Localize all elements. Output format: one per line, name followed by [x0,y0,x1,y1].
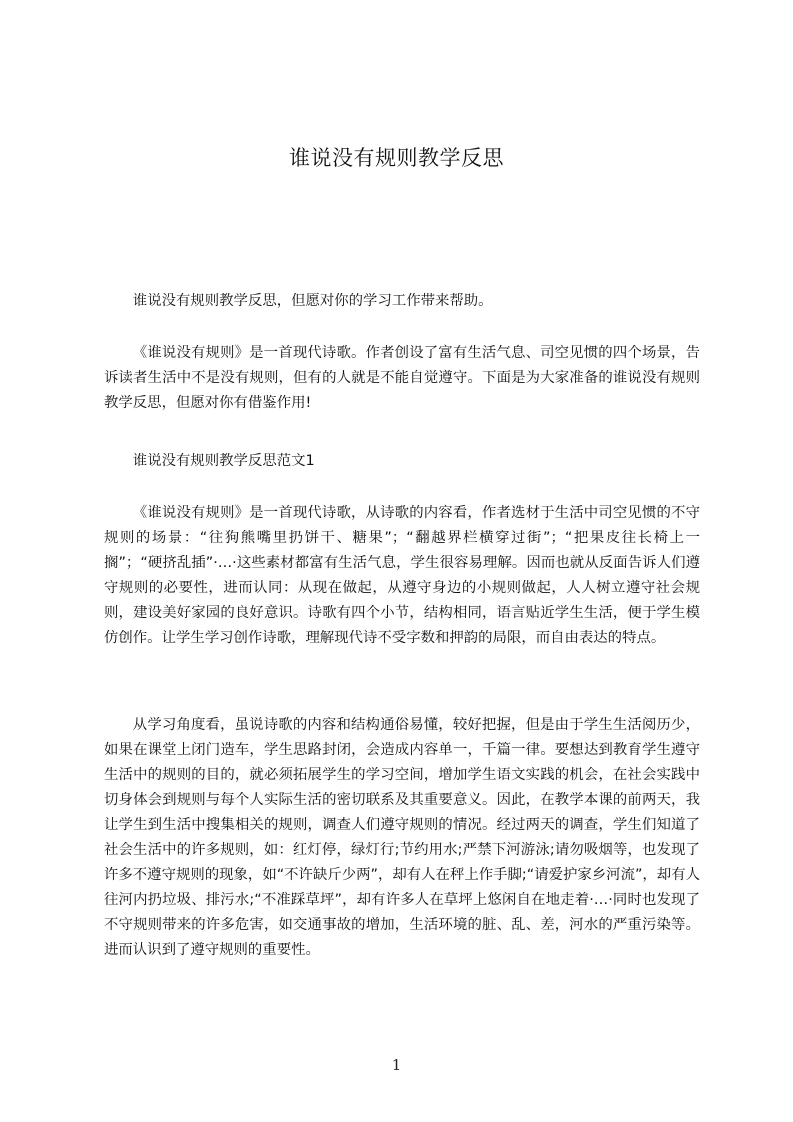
body-paragraph: 从学习角度看，虽说诗歌的内容和结构通俗易懂，较好把握，但是由于学生生活阅历少，如果在课堂上闭门造车，学生思路封闭，会造成内容单一，千篇一律。要想达到教育学生遵守生活中的规则的目的，就必须拓展学生的学习空间，增加学生语文实践的机会，在社会实践中切身体会到规则与每个人实际生活的密切联系及其重要意义。因此，在教学本课的前两天，我让学生到生活中搜集相关的规则，调查人们遵守规则的情况。经过两天的调查，学生们知道了社会生活中的许多规则，如：红灯停，绿灯行;节约用水;严禁下河游泳;请勿吸烟等，也发现了许多不遵守规则的现象，如“不许缺斤少两”，却有人在秤上作手脚;“请爱护家乡河流”，却有人往河内扔垃圾、排污水;“不准踩草坪”，却有许多人在草坪上悠闲自在地走着·…·同时也发现了不守规则带来的许多危害，如交通事故的增加，生活环境的脏、乱、差，河水的严重污染等。进而认识到了遵守规则的重要性。 [104,717,700,958]
summary-paragraph: 《谁说没有规则》是一首现代诗歌。作者创设了富有生活气息、司空见惯的四个场景，告诉读者生活中不是没有规则，但有的人就是不能自觉遵守。下面是为大家准备的谁说没有规则教学反思，但愿对你有借鉴作用! [104,345,700,411]
page-number: 1 [391,1056,402,1074]
section-heading: 谁说没有规则教学反思范文1 [132,453,315,469]
intro-paragraph: 谁说没有规则教学反思，但愿对你的学习工作带来帮助。 [132,293,493,309]
document-title: 谁说没有规则教学反思 [289,146,504,170]
body-paragraph: 《谁说没有规则》是一首现代诗歌，从诗歌的内容看，作者选材于生活中司空见惯的不守规则的场景：“往狗熊嘴里扔饼干、糖果”；“翻越界栏横穿过街”；“把果皮往长椅上一搁”；“硬挤乱插”·…·这些素材都富有生活气息，学生很容易理解。因而也就从反面告诉人们遵守规则的必要性，进而认同：从现在做起，从遵守身边的小规则做起，人人树立遵守社会规则，建设美好家园的良好意识。诗歌有四个小节，结构相同，语言贴近学生生活，便于学生模仿创作。让学生学习创作诗歌，理解现代诗不受字数和押韵的局限，而自由表达的特点。 [104,505,700,646]
